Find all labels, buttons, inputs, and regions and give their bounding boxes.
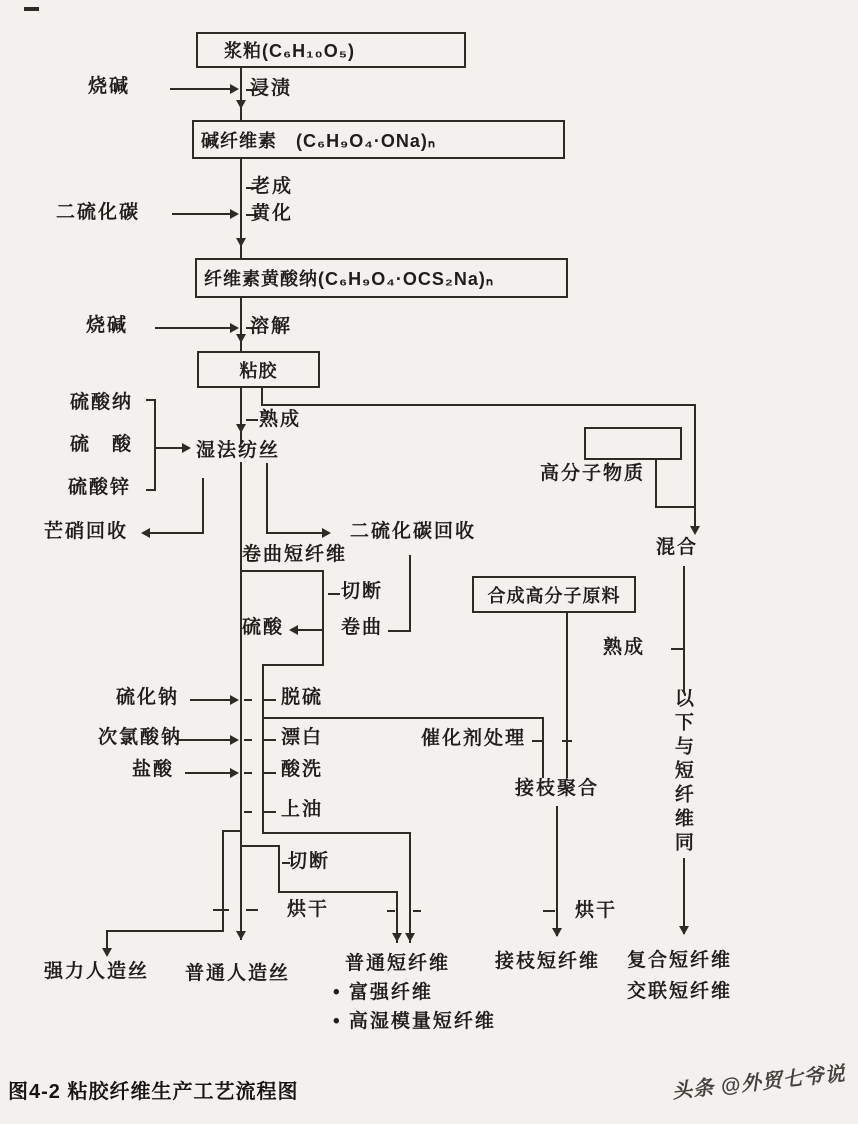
flow-line — [566, 613, 568, 778]
recovery-line — [409, 555, 411, 632]
label-crimped-staple: 卷曲短纤维 — [242, 544, 348, 565]
label-note-same-as-staple: 以下与短纤维同 — [671, 688, 693, 856]
flow-line — [266, 532, 324, 534]
arrowhead-right — [230, 768, 239, 778]
flow-line — [542, 717, 544, 778]
tick — [264, 699, 276, 701]
label-hydrochloric-acid: 盐酸 — [132, 759, 175, 780]
product-ordinary-staple: 普通短纤维 — [345, 953, 451, 974]
arrowhead-down — [236, 238, 246, 247]
flow-line — [266, 463, 268, 534]
tick — [328, 593, 340, 595]
label-sodium-hypochlorite: 次氯酸钠 — [98, 727, 183, 748]
bracket-line — [146, 399, 156, 401]
arrowhead-right — [182, 443, 191, 453]
bracket-line — [154, 399, 156, 491]
arrowhead-down — [236, 931, 246, 940]
label-sodium-sulfide: 硫化钠 — [116, 687, 180, 708]
label-bleaching: 漂白 — [281, 727, 324, 748]
figure-caption: 图4-2 粘胶纤维生产工艺流程图 — [8, 1081, 299, 1103]
label-caustic-soda-1: 烧碱 — [88, 76, 131, 97]
label-oiling: 上油 — [281, 799, 324, 820]
arrowhead-right — [230, 695, 239, 705]
label-ripening-2: 熟成 — [603, 637, 646, 658]
box-synthetic-polymer-text: 合成高分子原料 — [487, 585, 621, 606]
label-carbon-disulfide: 二硫化碳 — [56, 202, 141, 223]
label-drying-2: 烘干 — [575, 900, 618, 921]
arrowhead-down — [552, 928, 562, 937]
flow-line — [240, 388, 242, 444]
input-arrow-line — [190, 699, 230, 701]
flow-line — [107, 930, 224, 932]
label-polymer-substance: 高分子物质 — [540, 463, 646, 484]
tick — [264, 739, 276, 741]
flow-line — [683, 858, 685, 934]
flow-line — [264, 717, 544, 719]
box-synthetic-polymer — [472, 576, 636, 613]
product-crosslinked-staple: 交联短纤维 — [627, 981, 733, 1002]
recovery-line — [202, 478, 204, 534]
recovery-line — [150, 532, 204, 534]
flow-line — [322, 570, 324, 666]
flow-line — [240, 462, 242, 940]
label-sodium-sulfate: 硫酸纳 — [70, 392, 134, 413]
flow-line — [222, 830, 224, 932]
flow-line — [655, 506, 696, 508]
label-dissolving: 溶解 — [250, 316, 293, 337]
box-xanthate-text: 纤维素黄酸纳(C₆H₉O₄·OCS₂Na)ₙ — [204, 269, 495, 289]
flow-line — [556, 806, 558, 936]
flow-line — [261, 404, 696, 406]
arrowhead-down — [102, 948, 112, 957]
scan-artifact — [24, 7, 39, 11]
flow-line — [222, 830, 242, 832]
flow-line — [409, 832, 411, 943]
label-sulfuric-acid-2: 硫酸 — [242, 617, 285, 638]
label-steeping: 浸渍 — [250, 78, 293, 99]
arrowhead-down — [405, 933, 415, 942]
flow-line — [298, 629, 322, 631]
label-zinc-sulfate: 硫酸锌 — [68, 477, 132, 498]
flow-line — [262, 664, 264, 833]
box-alkali-cellulose-text: 碱纤维素 (C₆H₉O₄·ONa)ₙ — [201, 130, 437, 151]
tick — [264, 772, 276, 774]
flow-line — [262, 832, 411, 834]
label-drying: 烘干 — [287, 899, 330, 920]
tick — [671, 648, 683, 650]
flow-line — [683, 566, 685, 692]
label-graft-polymerization: 接枝聚合 — [515, 778, 600, 799]
label-cutting: 切断 — [341, 581, 384, 602]
input-arrow-line — [170, 88, 230, 90]
label-mixing: 混合 — [656, 537, 699, 558]
arrowhead-down — [236, 334, 246, 343]
flow-line — [240, 68, 242, 121]
box-viscose — [197, 351, 320, 388]
tick — [246, 909, 258, 911]
product-polynosic: • 富强纤维 — [333, 982, 433, 1003]
product-grafted-staple: 接枝短纤维 — [495, 951, 601, 972]
input-arrow-line — [172, 213, 230, 215]
input-arrow-line — [155, 327, 230, 329]
tick — [532, 740, 542, 742]
label-catalyst-treatment: 催化剂处理 — [421, 728, 527, 749]
label-ripening: 熟成 — [259, 409, 302, 430]
bracket-line — [146, 489, 156, 491]
label-cutting-2: 切断 — [288, 851, 331, 872]
label-cs2-recovery: 二硫化碳回收 — [350, 521, 477, 542]
arrowhead-down — [392, 933, 402, 942]
input-arrow-line — [178, 739, 230, 741]
tick — [244, 739, 252, 741]
box-alkali-cellulose — [192, 120, 565, 159]
box-pulp-text: 浆粕(C₆H₁₀O₅) — [224, 41, 355, 61]
tick — [213, 909, 229, 911]
product-ordinary-rayon: 普通人造丝 — [185, 963, 291, 984]
flow-line — [240, 570, 324, 572]
flow-line — [240, 845, 280, 847]
arrowhead-left — [141, 528, 150, 538]
arrowhead-right — [230, 84, 239, 94]
input-arrow-line — [185, 772, 230, 774]
watermark: 头条 @外贸七爷说 — [671, 1062, 847, 1104]
flow-line — [278, 845, 280, 893]
product-high-tenacity-rayon: 强力人造丝 — [44, 961, 150, 982]
arrowhead-left — [289, 625, 298, 635]
arrowhead-right — [322, 528, 331, 538]
label-acid-washing: 酸洗 — [281, 759, 324, 780]
arrowhead-down — [236, 424, 246, 433]
tick — [246, 419, 258, 421]
tick — [244, 699, 252, 701]
arrowhead-down — [236, 100, 246, 109]
tick — [264, 811, 276, 813]
arrowhead-down — [690, 526, 700, 535]
label-crimping: 卷曲 — [341, 617, 384, 638]
flow-line — [240, 298, 242, 352]
flow-line — [278, 891, 398, 893]
arrowhead-right — [230, 323, 239, 333]
tick — [387, 910, 395, 912]
tick — [244, 772, 252, 774]
label-sulfuric-acid: 硫 酸 — [70, 434, 134, 455]
label-caustic-soda-2: 烧碱 — [86, 315, 129, 336]
label-aging: 老成 — [251, 176, 294, 197]
product-composite-staple: 复合短纤维 — [627, 950, 733, 971]
flow-line — [262, 664, 324, 666]
arrowhead-down — [679, 926, 689, 935]
flow-line — [694, 404, 696, 508]
arrowhead-right — [230, 735, 239, 745]
label-wet-spinning: 湿法纺丝 — [196, 440, 281, 461]
tick — [413, 910, 421, 912]
tick — [244, 811, 252, 813]
tick — [543, 910, 555, 912]
label-xanthation: 黄化 — [251, 203, 294, 224]
label-mirabilite-recovery: 芒硝回收 — [44, 521, 129, 542]
product-high-wet-modulus: • 高湿模量短纤维 — [333, 1011, 496, 1032]
input-arrow-line — [156, 447, 182, 449]
flow-line — [655, 460, 657, 508]
box-viscose-text: 粘胶 — [239, 360, 278, 381]
label-desulfurization: 脱硫 — [281, 687, 324, 708]
box-pulp — [196, 32, 466, 68]
arrowhead-right — [230, 209, 239, 219]
box-xanthate — [195, 258, 568, 298]
box-polymer-substance — [584, 427, 682, 460]
recovery-line — [388, 630, 411, 632]
